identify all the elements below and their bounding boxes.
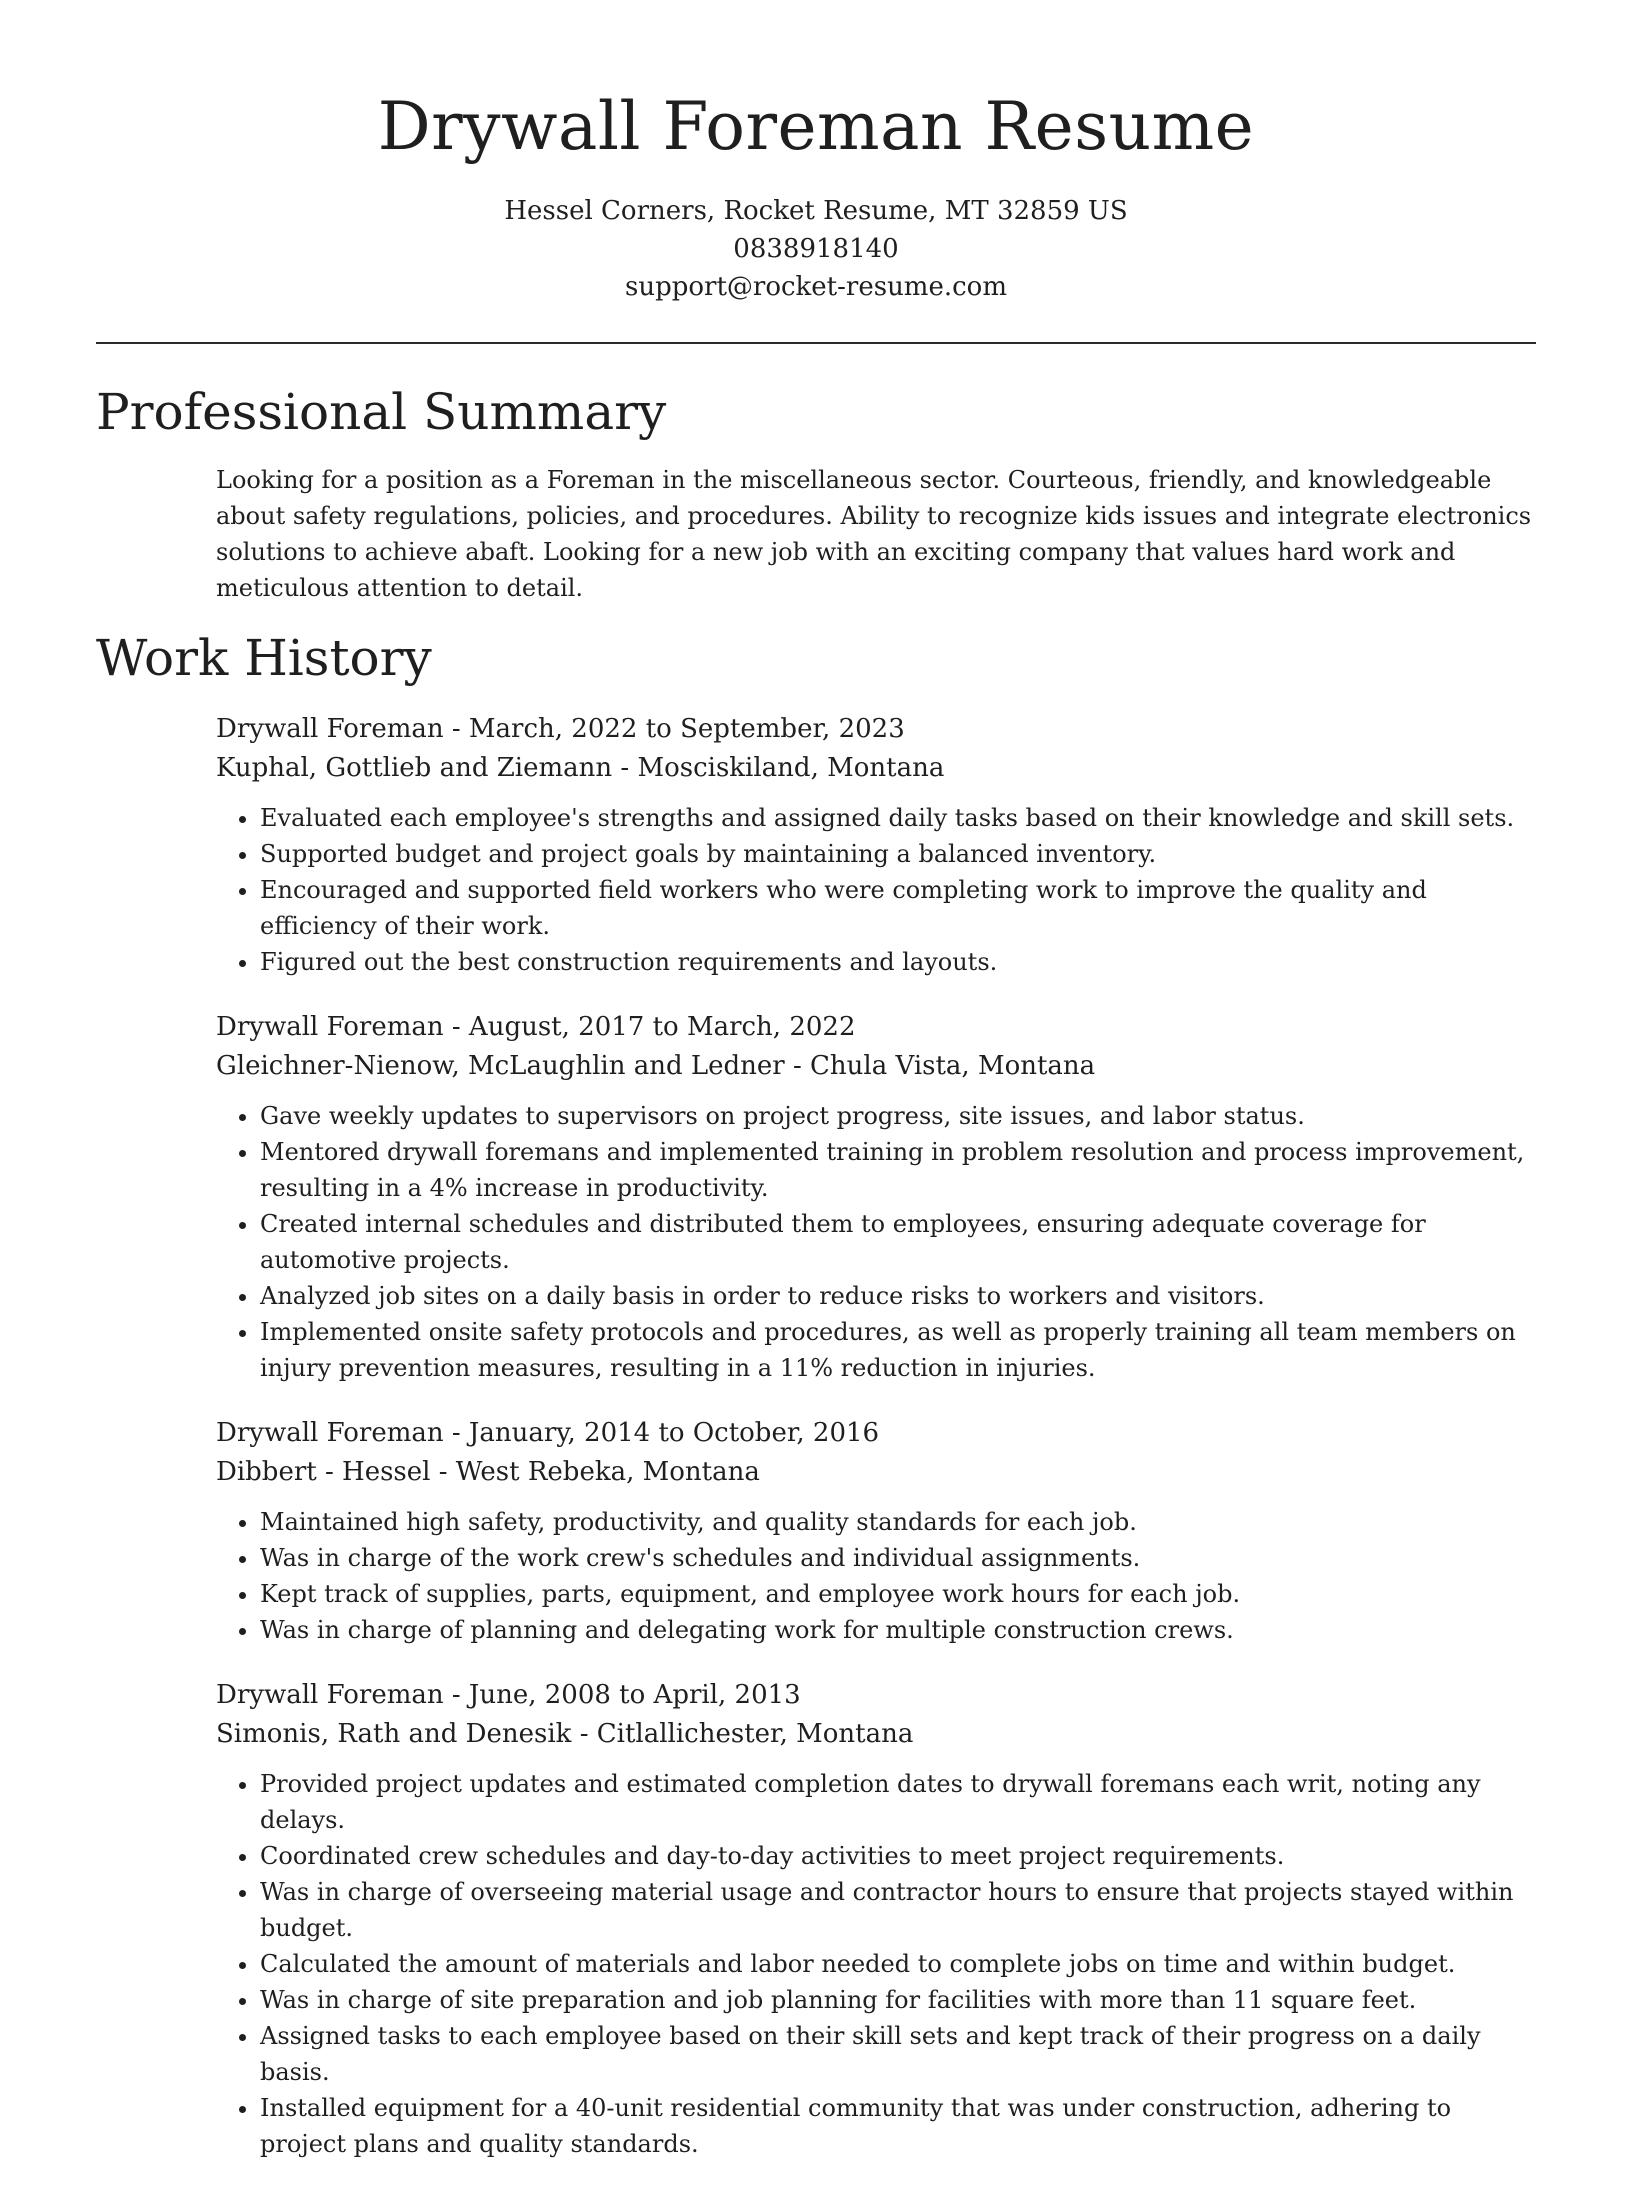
- resume-title: Drywall Foreman Resume: [377, 88, 1255, 165]
- job-duty: • Provided project updates and estimated completion dates to drywall foremans each writ, noting any delays.: [260, 1766, 1538, 1838]
- job-entry: [216, 1414, 1538, 1648]
- job-duties-list: [216, 800, 1538, 980]
- job-duty: • Supported budget and project goals by maintaining a balanced inventory.: [260, 836, 1538, 872]
- summary-text: Looking for a position as a Foreman in the miscellaneous sector. Courteous, friendly, and knowledgeable about safety regulations, policies, and procedures. Ability to recognize kids issues and integrate electronics solutions to achieve abaft. Looking for a new job with an exciting company that values hard work and meticulous attention to detail.: [216, 466, 1532, 602]
- contact-address: Hessel Corners, Rocket Resume, MT 32859 US: [504, 196, 1128, 226]
- job-company-location: Kuphal, Gottlieb and Ziemann - Mosciskiland, Montana: [216, 753, 945, 783]
- job-duty: • Kept track of supplies, parts, equipment, and employee work hours for each job.: [260, 1576, 1538, 1612]
- job-duty: • Was in charge of overseeing material usage and contractor hours to ensure that projects stayed within budget.: [260, 1874, 1538, 1946]
- job-duties-list: [216, 1504, 1538, 1648]
- contact-phone: 0838918140: [733, 234, 899, 264]
- job-duty: • Gave weekly updates to supervisors on project progress, site issues, and labor status.: [260, 1098, 1538, 1134]
- job-duty: • Mentored drywall foremans and implemented training in problem resolution and process improvement, resulting in a 4% increase in productivity.: [260, 1134, 1538, 1206]
- job-duty: • Coordinated crew schedules and day-to-day activities to meet project requirements.: [260, 1838, 1538, 1874]
- resume-header: [0, 0, 1632, 306]
- job-entry: [216, 710, 1538, 980]
- contact-info: [0, 192, 1632, 306]
- job-duty: • Encouraged and supported field workers who were completing work to improve the quality and efficiency of their work.: [260, 872, 1538, 944]
- job-title-dates: Drywall Foreman - August, 2017 to March, 2022: [216, 1012, 856, 1042]
- job-duty: • Created internal schedules and distributed them to employees, ensuring adequate coverage for automotive projects.: [260, 1206, 1538, 1278]
- job-duties-list: [216, 1098, 1538, 1386]
- job-company-location: Simonis, Rath and Denesik - Citlallichester, Montana: [216, 1719, 914, 1749]
- job-duty: • Installed equipment for a 40-unit residential community that was under construction, adhering to project plans and quality standards.: [260, 2090, 1538, 2162]
- job-duty: • Calculated the amount of materials and labor needed to complete jobs on time and within budget.: [260, 1946, 1538, 1982]
- job-duty: • Was in charge of the work crew's schedules and individual assignments.: [260, 1540, 1538, 1576]
- job-entry: [216, 1008, 1538, 1386]
- job-duty: • Evaluated each employee's strengths and assigned daily tasks based on their knowledge and skill sets.: [260, 800, 1538, 836]
- job-title-dates: Drywall Foreman - June, 2008 to April, 2013: [216, 1680, 801, 1710]
- job-duties-list: [216, 1766, 1538, 2162]
- job-title-dates: Drywall Foreman - March, 2022 to September, 2023: [216, 714, 905, 744]
- job-company-location: Dibbert - Hessel - West Rebeka, Montana: [216, 1457, 760, 1487]
- job-duty: • Analyzed job sites on a daily basis in order to reduce risks to workers and visitors.: [260, 1278, 1538, 1314]
- job-duty: • Assigned tasks to each employee based on their skill sets and kept track of their progress on a daily basis.: [260, 2018, 1538, 2090]
- work-history-list: [216, 710, 1538, 2190]
- work-history-heading: Work History: [96, 629, 432, 687]
- job-duty: • Was in charge of site preparation and job planning for facilities with more than 11 square feet.: [260, 1982, 1538, 2018]
- contact-email: support@rocket-resume.com: [624, 272, 1007, 302]
- header-divider: [96, 342, 1536, 344]
- job-duty: • Figured out the best construction requirements and layouts.: [260, 944, 1538, 980]
- job-entry: [216, 1676, 1538, 2162]
- job-duty: • Was in charge of planning and delegating work for multiple construction crews.: [260, 1612, 1538, 1648]
- summary-heading: Professional Summary: [96, 383, 667, 441]
- job-duty: • Implemented onsite safety protocols and procedures, as well as properly training all team members on injury prevention measures, resulting in a 11% reduction in injuries.: [260, 1314, 1538, 1386]
- job-title-dates: Drywall Foreman - January, 2014 to October, 2016: [216, 1418, 880, 1448]
- job-duty: • Maintained high safety, productivity, and quality standards for each job.: [260, 1504, 1538, 1540]
- job-company-location: Gleichner-Nienow, McLaughlin and Ledner - Chula Vista, Montana: [216, 1051, 1096, 1081]
